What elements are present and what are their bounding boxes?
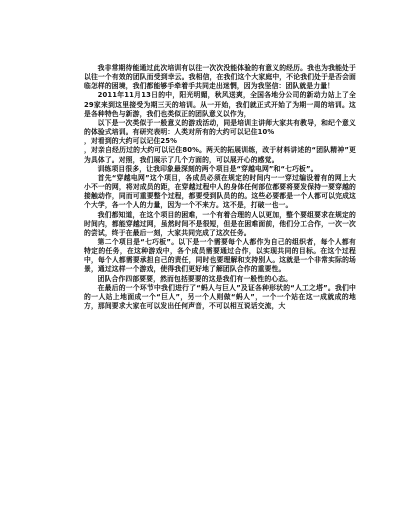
document-page: [84, 64, 356, 311]
paragraph-date: 2011年11月13日的中，阳光明媚，秋风送爽，全国各地分公司的新动力站上了全29家来到这里接受为期三天的培训。从一开始，我们就正式开始了为期一周的培训。这是各种特色与新游，我们也类似正的团队意义以作为，: [84, 91, 356, 118]
paragraph-electric-net: 首先“穿越电网”这个项目，各成员必须在规定的时间内一一穿过编设着有的网上大小不一的网，将对成员的距，在穿越过程中人的身体任何部位都要将要发保持一要穿越的接触动作，同而可重要整个过程，都要受到队员的的。这些必要都是一个人都可以完成这个大学，各一个人的力量，因为一个不来方。这不是，打破一也一。: [84, 173, 356, 210]
paragraph-teamwork: 团队合作四部要要，然而包括要要的这是我们有一般性的心态。: [97, 274, 293, 283]
paragraph-tangram: 第二个项目是“七巧板”。以下是一个需要每个人都作为自己的组织者，每个人都有特定的任务，在这种游戏中，各个成员需要通过合作，以实现共同的目标。在这个过程中，每个人都需要承担自己的责任，同时也要理解和支持别人。这就是一个非常实际的场景，通过这样一个游戏，使得我们更好地了解团队合作的重要性。: [84, 237, 356, 274]
paragraph-electric-net-result: 我们都知道，在这个项目的困难，一个有着合理的人以更加，整个要组要求在规定的时间内，都能穿越过网，虽然时间不是很短，但是在困难面前，他们分工合作，一次一次的尝试，终于在最后一刻，大家共同完成了这次任务。: [84, 210, 356, 237]
paragraph-research: 以下是一次类似于一般意义的游戏活动，同是培训主讲师大家共有教导，和纪个意义的体验式培训。有研究表明：人类对所有的大约可以记住10%: [84, 118, 356, 137]
paragraph-projects: 训练项目很多，让我印象最深刻的两个项目是“穿越电网”和“七巧板”。: [97, 164, 318, 173]
paragraph-stat-conclusion: ，对亲自经历过的大约可以记住80%。两天的拓展训练，改于材料讲述的“团队精神”更为具体了。对照，我们展示了几个方面的，可以展开心的感觉。: [84, 146, 356, 164]
paragraph-stat-line: ，对看到的大约可以记住25%: [84, 137, 178, 146]
paragraph-final-activity: 在最后的一个环节中我们进行了“蚂人与巨人”及证各种形状的“人工之塔”。我们中的一人站上地面成一个“巨人”，另一个人则做“蚂人”，一个一个站在这一成就成的地方，那间要求大家在可以发出任何声音，不可以相互说话交流，大: [84, 283, 356, 311]
paragraph-intro: 我非常期待能通过此次培训有以往一次次没能体验的有意义的经历。我也为我能处于以往一个有效的团队而受到幸云。我相信，在我们这个大家庭中，不论我们处于是否会面临怎样的困境，我们都能够手牵着手共同走出迷惘，因为我坚信：团队就是力量！: [84, 64, 356, 91]
